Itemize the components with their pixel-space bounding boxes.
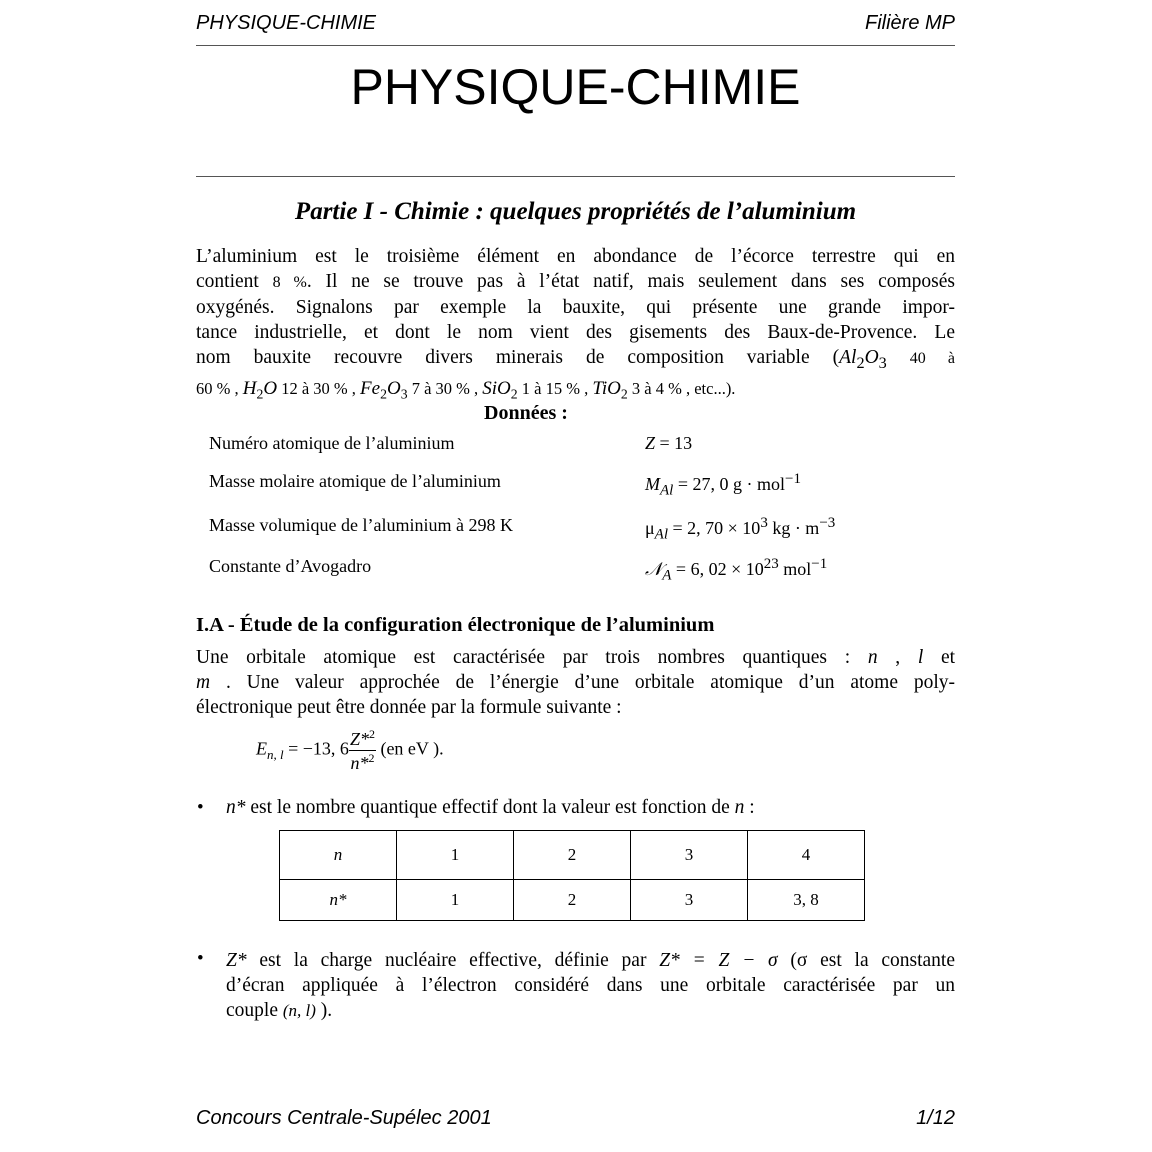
intro-line-4: tance industrielle, et dont le nom vient des gisements des Baux-de-Provence. Le bbox=[196, 322, 955, 343]
energy-formula: $E_{n, l} = -13$, 6 $\frac{Z*^2}{n*^2}$ (en eV ). bbox=[256, 727, 444, 773]
table-cell: 2 bbox=[514, 880, 631, 921]
intro-line-1: L’aluminium est le troisième élément en abondance de l’écorce terrestre qui en bbox=[196, 246, 955, 267]
section-title: I.A - Étude de la configuration électronique de l’aluminium bbox=[196, 614, 715, 636]
donnee-label: Masse molaire atomique de l’aluminium bbox=[209, 471, 501, 491]
page-number: 1/12 bbox=[916, 1107, 955, 1129]
table-row bbox=[280, 831, 865, 880]
intro-line-5: nom bauxite recouvre divers minerais de composition variable ($Al_2O_3$ 40 à bbox=[196, 347, 955, 372]
section-line-2: m . Une valeur approchée de l’énergie d’une orbitale atomique d’un atome poly- bbox=[196, 672, 955, 693]
bullet-dot: • bbox=[197, 948, 204, 969]
table-row bbox=[280, 880, 865, 921]
formula-fraction: $\frac{Z*^2}{n*^2}$ bbox=[349, 727, 375, 773]
section-paragraph bbox=[196, 645, 955, 720]
title-rule bbox=[196, 176, 955, 177]
section-line-1: Une orbitale atomique est caractérisée par trois nombres quantiques : n , l et bbox=[196, 647, 956, 668]
donnee-value: 𝒩$_A$ = 6, $02 \times 10^{23}$ mol$^{-1}$ bbox=[645, 556, 828, 584]
bullet-2-line-3: couple (n, l) ). bbox=[226, 1000, 333, 1021]
table-cell: 3 bbox=[631, 831, 748, 880]
section-line-3: électronique peut être donnée par la formule suivante : bbox=[196, 697, 622, 718]
bullet-2-text bbox=[226, 948, 955, 1023]
donnee-value: Z = 13 bbox=[645, 433, 693, 453]
footer-left: Concours Centrale-Supélec 2001 bbox=[196, 1107, 492, 1129]
table-cell: 4 bbox=[748, 831, 865, 880]
page-title: PHYSIQUE-CHIMIE bbox=[350, 59, 801, 115]
table-cell: 1 bbox=[397, 880, 514, 921]
intro-line-2: contient 8 %. Il ne se trouve pas à l’état natif, mais seulement dans ses composés bbox=[196, 271, 956, 292]
donnee-value: $M_{Al} = 27$, 0 g · mol$^{-1}$ bbox=[645, 471, 801, 499]
table-cell: 1 bbox=[397, 831, 514, 880]
donnee-value: $\mu_{Al} = 2$, $70 \times 10^3$ kg · $m^{-3}$ bbox=[645, 515, 836, 543]
header-rule bbox=[196, 45, 955, 46]
intro-line-6: 60 % , $H_2O$ 12 à 30 % , $Fe_2O_3$ 7 à 30 % , SiO$_2$ 1 à 15 % , TiO$_2$ 3 à 4 % , etc...). bbox=[196, 377, 736, 402]
table-cell: n* bbox=[280, 880, 397, 921]
quantum-number-table bbox=[279, 830, 865, 921]
part-title: Partie I - Chimie : quelques propriétés de l’aluminium bbox=[294, 198, 857, 225]
intro-paragraph bbox=[196, 244, 955, 406]
bullet-2-line-1: Z* est la charge nucléaire effective, définie par Z* = Z − σ (σ est la constante bbox=[226, 950, 956, 971]
donnee-label: Numéro atomique de l’aluminium bbox=[209, 433, 455, 453]
intro-line-3: oxygénés. Signalons par exemple la bauxite, qui présente une grande impor- bbox=[196, 297, 955, 318]
donnees-title: Données : bbox=[484, 402, 568, 424]
header-right: Filière MP bbox=[864, 12, 955, 34]
bullet-2-line-2: d’écran appliquée à l’électron considéré dans une orbitale caractérisée par un bbox=[226, 975, 955, 996]
donnee-label: Constante d’Avogadro bbox=[209, 556, 372, 576]
table-cell: 2 bbox=[514, 831, 631, 880]
bullet-1-text: n* est le nombre quantique effectif dont la valeur est fonction de n : bbox=[226, 797, 755, 818]
donnee-label: Masse volumique de l’aluminium à 298 K bbox=[209, 515, 513, 535]
table-cell: 3 bbox=[631, 880, 748, 921]
header-left: PHYSIQUE-CHIMIE bbox=[196, 12, 377, 34]
bullet-dot: • bbox=[197, 797, 204, 818]
table-cell: 3, 8 bbox=[748, 880, 865, 921]
table-cell: n bbox=[280, 831, 397, 880]
